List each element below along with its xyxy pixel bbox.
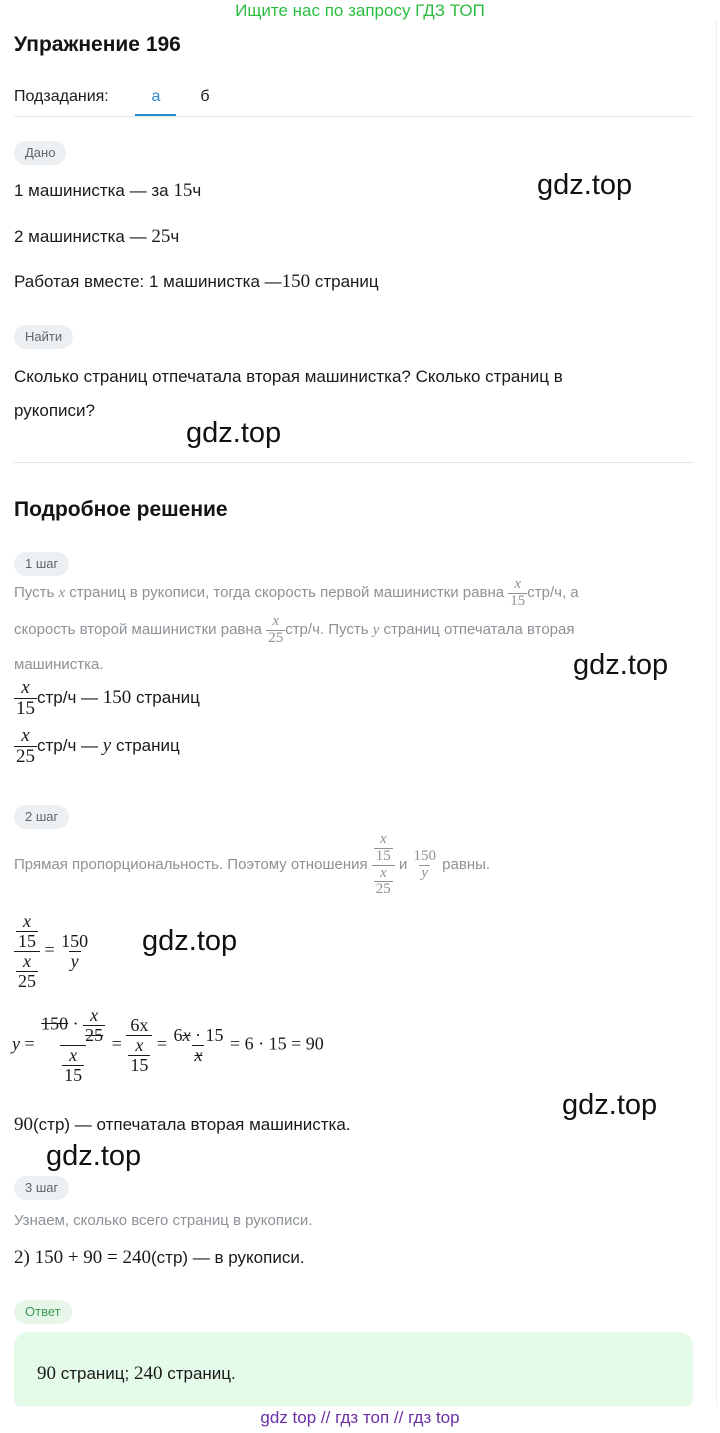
equals-sign: = xyxy=(111,1033,122,1054)
answer-number-1: 90 xyxy=(37,1363,56,1384)
cancelled-x: x xyxy=(182,1024,191,1045)
fraction-numerator: x xyxy=(90,1005,99,1025)
fraction-numerator xyxy=(14,912,40,951)
step-1-text-b: страниц в рукописи, тогда скорость первой машинистки равна xyxy=(65,584,509,602)
proportion-1-value: 150 xyxy=(102,686,132,708)
watermark: gdz.top xyxy=(142,925,238,957)
footer-links[interactable]: gdz top // гдз топ // гдз top xyxy=(0,1406,720,1433)
fraction-denominator xyxy=(126,1035,152,1075)
fraction-x-15 xyxy=(508,577,527,610)
var-x: x xyxy=(58,585,66,602)
given-line-2-unit: ч xyxy=(170,227,180,246)
step-2-result-number: 90 xyxy=(14,1114,33,1135)
fraction-denominator: 15 xyxy=(510,592,526,609)
answer-text-2: страниц. xyxy=(162,1364,236,1383)
fraction-solve-1 xyxy=(39,1006,107,1085)
given-line-3-number: 150 xyxy=(281,271,311,292)
equation-solve-y xyxy=(12,1006,324,1085)
equals-sign: = xyxy=(24,1033,35,1054)
step-2-text-a: Прямая пропорциональность. Поэтому отношения xyxy=(14,855,372,873)
step-1-text-a: Пусть xyxy=(14,584,59,602)
dot-operator: · xyxy=(72,1013,79,1034)
fraction-solve-3 xyxy=(171,1026,225,1065)
watermark: gdz.top xyxy=(573,649,669,681)
given-line-1-number: 15 xyxy=(173,180,193,201)
proportion-2-tail: страниц xyxy=(111,735,180,755)
tabs-divider xyxy=(14,116,694,117)
given-pill: Дано xyxy=(14,141,66,165)
promo-banner[interactable]: Ищите нас по запросу ГДЗ ТОП xyxy=(235,1,485,20)
fraction-numerator: x xyxy=(514,576,522,592)
step-2-result-text: (стр) — отпечатала вторая машинистка. xyxy=(33,1115,351,1134)
find-line-1: Сколько страниц отпечатала вторая машинистка? Сколько страниц в xyxy=(14,367,563,386)
equals-sign: = xyxy=(156,1033,167,1054)
fraction-numerator xyxy=(372,832,395,865)
watermark: gdz.top xyxy=(537,169,633,201)
fraction-denominator: 25 xyxy=(375,881,391,898)
fraction-x-25 xyxy=(16,952,38,991)
watermark: gdz.top xyxy=(562,1089,658,1121)
step-3-calc-tail: (стр) — в рукописи. xyxy=(151,1248,305,1267)
var-y: y xyxy=(12,1033,20,1054)
fraction-numerator xyxy=(171,1026,225,1045)
fraction-numerator: x xyxy=(21,725,30,746)
tab-a[interactable]: а xyxy=(151,88,161,105)
solution-heading: Подробное решение xyxy=(14,498,228,521)
compound-fraction xyxy=(14,912,40,991)
page-title: Упражнение 196 xyxy=(14,33,181,56)
given-line-3-text: Работая вместе: 1 машинистка — xyxy=(14,272,282,291)
equation-proportion xyxy=(14,912,90,991)
compound-fraction xyxy=(372,832,395,898)
fraction-numerator: x xyxy=(272,613,280,629)
step-2-text xyxy=(14,832,490,898)
given-line-1-text: 1 машинистка — за xyxy=(14,181,174,200)
answer-number-2: 240 xyxy=(134,1363,163,1384)
equals-sign: = xyxy=(291,1033,302,1054)
fraction-numerator: x xyxy=(23,950,31,971)
fraction-denominator: y xyxy=(70,950,79,971)
fraction-150-y xyxy=(412,849,439,882)
step-1-line-3: машинистка. xyxy=(14,656,104,673)
result-90: 90 xyxy=(305,1033,324,1054)
fraction-x-15 xyxy=(62,1046,84,1085)
given-line-1 xyxy=(14,180,201,202)
active-tab-indicator xyxy=(135,114,176,116)
fraction-denominator: 15 xyxy=(130,1054,149,1075)
fraction-numerator: 150 xyxy=(61,930,89,951)
step-3-calc xyxy=(14,1247,305,1269)
proportion-line-1 xyxy=(14,678,200,719)
fraction-denominator xyxy=(60,1045,86,1085)
fraction-numerator: x xyxy=(135,1034,144,1055)
six: 6 xyxy=(173,1024,183,1045)
fraction-numerator: x xyxy=(23,911,31,931)
dot-operator: · xyxy=(194,1024,201,1045)
fraction-denominator: y xyxy=(421,864,429,881)
fraction-denominator: 15 xyxy=(64,1064,83,1085)
fraction-denominator: 25 xyxy=(268,629,284,646)
step-1-text-d: скорость второй машинистки равна xyxy=(14,621,267,639)
fraction-denominator: 25 xyxy=(16,745,35,767)
watermark: gdz.top xyxy=(46,1140,142,1172)
six: 6 xyxy=(244,1033,254,1054)
step-3-calc-expression: 2) 150 + 90 = 240 xyxy=(14,1247,152,1268)
find-pill: Найти xyxy=(14,325,73,349)
fifteen: 15 xyxy=(268,1033,287,1054)
given-line-2 xyxy=(14,226,179,248)
fraction-denominator xyxy=(14,951,40,991)
equals-sign: = xyxy=(44,939,55,960)
dot-operator: · xyxy=(258,1033,265,1054)
right-border xyxy=(716,20,717,1410)
fraction-numerator: x xyxy=(21,677,30,698)
step-1-line-1 xyxy=(14,577,579,610)
given-line-3 xyxy=(14,271,379,293)
fraction-x-15 xyxy=(128,1036,150,1075)
step-2-text-and: и xyxy=(394,855,412,873)
step-3-pill: 3 шаг xyxy=(14,1176,69,1200)
proportion-line-2 xyxy=(14,726,180,767)
answer-pill: Ответ xyxy=(14,1300,72,1324)
fraction-denominator: 15 xyxy=(375,847,391,864)
fraction-denominator: 25 xyxy=(85,1024,104,1045)
step-3-text: Узнаем, сколько всего страниц в рукописи. xyxy=(14,1212,313,1229)
fraction-denominator: x xyxy=(194,1044,203,1065)
fraction-numerator: x xyxy=(379,831,387,847)
fraction-x-25 xyxy=(266,614,285,647)
cancelled-150: 150 xyxy=(41,1013,69,1034)
tab-b[interactable]: б xyxy=(200,88,210,105)
watermark: gdz.top xyxy=(186,417,282,449)
proportion-1-tail: страниц xyxy=(131,687,200,707)
fraction-numerator: 150 xyxy=(413,847,436,864)
fraction-x-25 xyxy=(374,866,393,899)
find-line-2: рукописи? xyxy=(14,401,95,420)
fraction-denominator: 25 xyxy=(18,970,36,991)
proportion-1-unit: стр/ч — xyxy=(37,687,103,707)
subtasks-label: Подзадания: xyxy=(14,88,109,105)
section-divider xyxy=(14,462,694,463)
fraction-x-25 xyxy=(83,1006,105,1045)
given-line-3-unit: страниц xyxy=(310,272,379,291)
equals-sign: = xyxy=(229,1033,241,1054)
step-1-text-c: стр/ч, а xyxy=(527,584,579,602)
fraction-numerator xyxy=(39,1006,107,1045)
fraction-x-15 xyxy=(14,678,37,719)
step-2-text-b: равны. xyxy=(438,855,491,873)
fraction-numerator: x xyxy=(379,864,387,881)
fraction-numerator: x xyxy=(69,1044,78,1065)
fifteen: 15 xyxy=(205,1024,224,1045)
proportion-2-var: y xyxy=(102,734,112,756)
fraction-numerator: 6x xyxy=(130,1014,149,1035)
step-1-text-f: страниц отпечатала вторая xyxy=(379,621,575,639)
fraction-x-15 xyxy=(16,912,38,951)
step-1-text-e: стр/ч. Пусть xyxy=(285,621,373,639)
fraction-denominator xyxy=(372,865,395,899)
fraction-x-25 xyxy=(14,726,37,767)
step-1-pill: 1 шаг xyxy=(14,552,69,576)
answer-text xyxy=(37,1363,236,1385)
var-y: y xyxy=(372,622,380,639)
step-2-result xyxy=(14,1114,351,1136)
proportion-2-unit: стр/ч — xyxy=(37,735,103,755)
step-1-line-2 xyxy=(14,614,574,647)
given-line-2-number: 25 xyxy=(151,226,171,247)
fraction-denominator: 15 xyxy=(18,930,36,951)
fraction-150-y xyxy=(59,932,90,971)
fraction-x-15 xyxy=(374,832,393,865)
step-2-pill: 2 шаг xyxy=(14,805,69,829)
fraction-solve-2 xyxy=(126,1016,152,1075)
given-line-1-unit: ч xyxy=(192,181,202,200)
fraction-denominator: 15 xyxy=(16,697,35,719)
given-line-2-text: 2 машинистка — xyxy=(14,227,152,246)
answer-text-1: страниц; xyxy=(56,1364,134,1383)
